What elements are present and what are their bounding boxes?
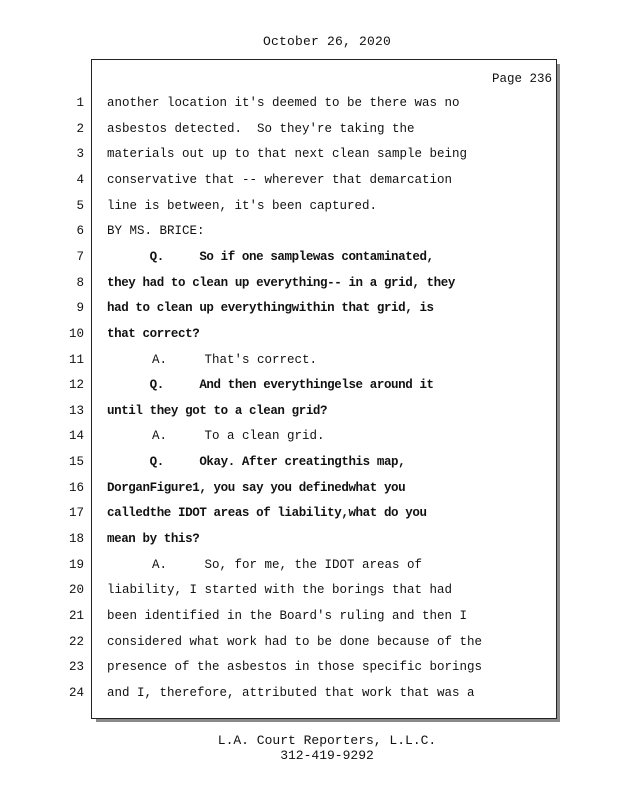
transcript-line: line is between, it's been captured. [107, 199, 378, 213]
transcript-line: A. That's correct. [107, 353, 318, 367]
transcript-line: considered what work had to be done because of the [107, 635, 483, 649]
line-number: 3 [76, 147, 84, 161]
transcript-line: until they got to a clean grid? [107, 404, 328, 418]
transcript-line: another location it's deemed to be there was no [107, 96, 460, 110]
line-number: 17 [68, 506, 84, 520]
transcript-line: Q. And then everythingelse around it [107, 378, 434, 392]
line-number: 2 [76, 122, 84, 136]
line-number: 7 [76, 250, 84, 264]
line-number: 10 [68, 327, 84, 341]
line-number: 21 [68, 609, 84, 623]
line-number: 20 [68, 583, 84, 597]
transcript-line: that correct? [107, 327, 200, 341]
line-number: 13 [68, 404, 84, 418]
footer-phone: 312-419-9292 [280, 748, 374, 763]
transcript-line: asbestos detected. So they're taking the [107, 122, 415, 136]
line-number: 4 [76, 173, 84, 187]
transcript-line: A. To a clean grid. [107, 429, 325, 443]
transcript-line: Q. Okay. After creatingthis map, [107, 455, 406, 469]
line-number: 24 [68, 686, 84, 700]
transcript-line: Q. So if one samplewas contaminated, [107, 250, 434, 264]
line-number: 23 [68, 660, 84, 674]
transcript-line: presence of the asbestos in those specific borings [107, 660, 483, 674]
transcript-line: conservative that -- wherever that demarcation [107, 173, 453, 187]
page-number: Page 236 [491, 72, 552, 86]
transcript-line: A. So, for me, the IDOT areas of [107, 558, 423, 572]
line-number: 6 [76, 224, 84, 238]
line-number: 5 [76, 199, 84, 213]
line-number: 22 [68, 635, 84, 649]
transcript-line: liability, I started with the borings that had [107, 583, 453, 597]
transcript-line: and I, therefore, attributed that work that was a [107, 686, 475, 700]
transcript-date: October 26, 2020 [262, 34, 392, 49]
footer-company: L.A. Court Reporters, L.L.C. [217, 733, 437, 748]
line-number: 8 [76, 276, 84, 290]
line-number: 1 [76, 96, 84, 110]
transcript-line: had to clean up everythingwithin that grid, is [107, 301, 434, 315]
line-number: 19 [68, 558, 84, 572]
line-number: 15 [68, 455, 84, 469]
line-number: 16 [68, 481, 84, 495]
line-number: 14 [68, 429, 84, 443]
transcript-line: been identified in the Board's ruling and then I [107, 609, 468, 623]
line-number: 12 [68, 378, 84, 392]
line-number: 18 [68, 532, 84, 546]
transcript-line: BY MS. BRICE: [107, 224, 205, 238]
line-number: 11 [68, 353, 84, 367]
footer [0, 733, 618, 763]
transcript-line: calledthe IDOT areas of liability,what do you [107, 506, 427, 520]
transcript-line: materials out up to that next clean sample being [107, 147, 468, 161]
transcript-line: mean by this? [107, 532, 200, 546]
line-number: 9 [76, 301, 84, 315]
transcript-line: they had to clean up everything-- in a grid, they [107, 276, 455, 290]
transcript-line: DorganFigure1, you say you definedwhat you [107, 481, 406, 495]
